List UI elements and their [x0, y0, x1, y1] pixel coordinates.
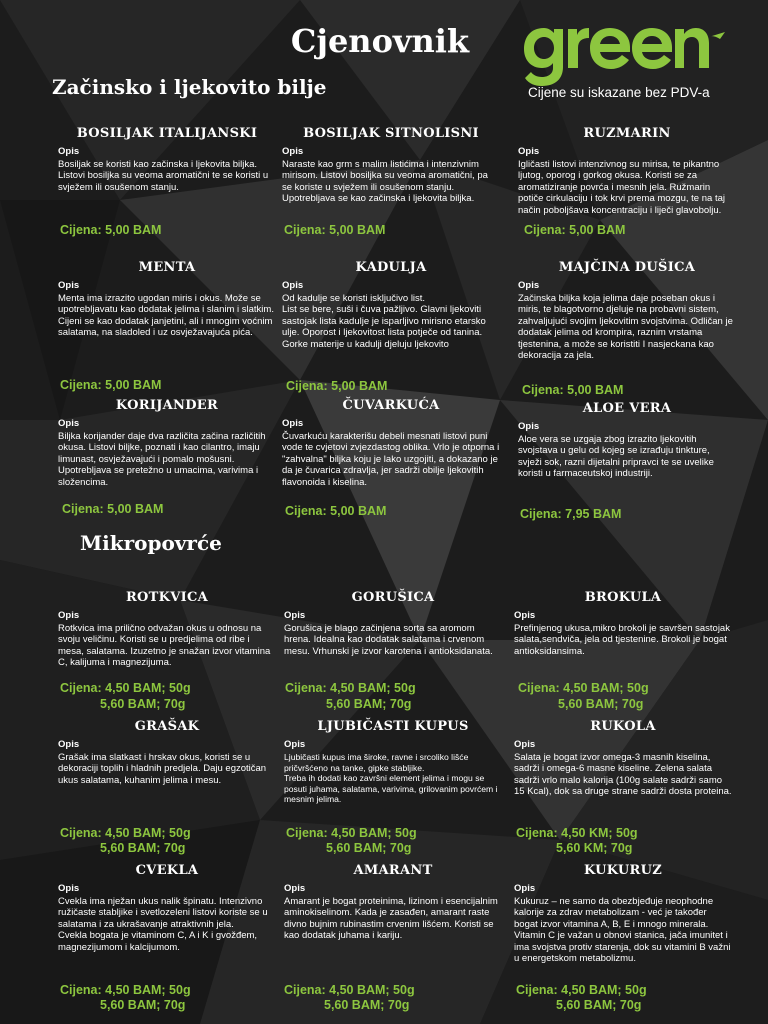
price-70g-rukola: 5,60 KM; 70g: [556, 841, 633, 855]
product-description: Kukuruz – ne samo da obezbjeđuje neophodne kalorije za zdrav metabolizam - već je također bogat izvor vitamina A, B, E i mnogo minerala. Vitamin C je važan u obnovi stanica, jača imunitet i ima svojstva protiv starenja, dok su vitamini B važni u energetskom metabolizmu.: [514, 896, 731, 965]
product-description: Čuvarkuću karakterišu debeli mesnati listovi puni vode te cvjetovi zvjezdastog oblika. Vrlo je otporna i "zahvalna" biljka koju je lako uzgojiti, a dokazano je da je čuvarica zdravlja, jer sadrži obilje ljekovitih flavonoida i kiselina.: [282, 431, 500, 488]
price-aloe-vera: Cijena: 7,95 BAM: [520, 507, 622, 521]
product-card-gorusica: [284, 589, 502, 657]
description-label: Opis: [58, 610, 80, 621]
product-card-rukola: [514, 718, 732, 798]
product-name: ALOE VERA: [582, 401, 672, 416]
price-cuvarkuca: Cijena: 5,00 BAM: [285, 504, 387, 518]
description-label: Opis: [514, 610, 536, 621]
description-label: Opis: [58, 280, 80, 291]
price-50g-rotkvica: Cijena: 4,50 BAM; 50g: [60, 681, 191, 695]
product-description: Začinska biljka koja jelima daje poseban okus i miris, te blagotvorno djeluje na probavni sistem, zahvaljujući svojim ljekovitim svojstvima. Odličan je dodatak jelima od krompira, raznim vrstama tjestenina, a može se koristiti I nasjeckana kao dekoracija za jela.: [518, 293, 733, 362]
price-70g-rotkvica: 5,60 BAM; 70g: [100, 697, 186, 711]
product-card-ljubicasti-kupus: [284, 718, 502, 805]
description-label: Opis: [514, 883, 536, 894]
product-card-korijander: [58, 397, 276, 488]
product-name: MAJČINA DUŠICA: [558, 260, 696, 275]
product-card-majcina-dusica: [518, 259, 736, 361]
price-50g-brokula: Cijena: 4,50 BAM; 50g: [518, 681, 649, 695]
product-name: LJUBIČASTI KUPUS: [317, 719, 469, 734]
product-description: Menta ima izrazito ugodan miris i okus. Može se upotrebljavatu kao dodatak jelima i slanim i slatkim. Cijeni se kao dodatak janjetini, ali i mnogim voćnim salatama, na sladoled i uz osvježavajuća pića.: [58, 293, 274, 339]
product-description: Salata je bogat izvor omega-3 masnih kiselina, sadrži i omega-6 masne kiseline. Zelena salata sadrži vrlo malo kalorija (100g salate sadrži samo 15 Kcal), dok sa druge strane sadrži dosta proteina.: [514, 752, 732, 798]
product-card-ruzmarin: [518, 125, 736, 216]
product-description: Naraste kao grm s malim listićima i intenzivnim mirisom. Listovi bosiljka su veoma aromatični, pa se koriste u svježem ili osušenom stanju. Upotrebljava se kao začinska i ljekovita biljka.: [282, 159, 488, 205]
product-name: KADULJA: [355, 260, 427, 275]
product-name: RUKOLA: [590, 719, 656, 734]
product-name: ROTKVICA: [125, 590, 209, 605]
product-card-kadulja: [282, 259, 500, 350]
price-70g-grasak: 5,60 BAM; 70g: [100, 841, 186, 855]
description-label: Opis: [518, 280, 540, 291]
description-label: Opis: [282, 418, 304, 429]
product-description: Ljubičasti kupus ima široke, ravne i srcoliko lišće pričvršćeno na tanke, gipke stabljike. Treba ih dodati kao završni element jelima i mogu se posuti juhama, salatama, varivima, grilovanim povrćem i mesnim jelima.: [284, 752, 498, 805]
price-kadulja: Cijena: 5,00 BAM: [286, 379, 388, 393]
description-label: Opis: [284, 739, 306, 750]
product-name: RUZMARIN: [583, 126, 671, 141]
description-label: Opis: [282, 280, 304, 291]
product-card-kukuruz: [514, 862, 732, 964]
description-label: Opis: [518, 421, 540, 432]
price-50g-cvekla: Cijena: 4,50 BAM; 50g: [60, 983, 191, 997]
price-50g-amarant: Cijena: 4,50 BAM; 50g: [284, 983, 415, 997]
product-card-grasak: [58, 718, 276, 786]
product-name: KORIJANDER: [115, 398, 219, 413]
product-card-bosiljak-italijanski: [58, 125, 276, 193]
greens-logo: [522, 18, 727, 88]
price-70g-gorusica: 5,60 BAM; 70g: [326, 697, 412, 711]
price-50g-gorusica: Cijena: 4,50 BAM; 50g: [285, 681, 416, 695]
product-name: BROKULA: [584, 590, 662, 605]
price-menta: Cijena: 5,00 BAM: [60, 378, 162, 392]
price-50g-rukola: Cijena: 4,50 KM; 50g: [516, 826, 638, 840]
price-50g-kukuruz: Cijena: 4,50 BAM; 50g: [516, 983, 647, 997]
product-card-cuvarkuca: [282, 397, 500, 488]
product-description: Amarant je bogat proteinima, lizinom i esencijalnim aminokiselinom. Kada je zasađen, amarant raste divno bujnim rubinastim crvenim lišćem. Koristi se kao dodatak juhama i kariju.: [284, 896, 498, 942]
product-description: Gorušica je blago začinjena sorta sa aromom hrena. Idealna kao dodatak salatama i crvenom mesu. Vrhunski je izvor karotena i antioksidanata.: [284, 623, 493, 657]
description-label: Opis: [58, 883, 80, 894]
price-70g-cvekla: 5,60 BAM; 70g: [100, 998, 186, 1012]
product-card-brokula: [514, 589, 732, 657]
section-title-herbs: Začinsko i ljekovito bilje: [52, 75, 327, 99]
price-70g-kukuruz: 5,60 BAM; 70g: [556, 998, 642, 1012]
product-card-rotkvica: [58, 589, 276, 669]
product-description: Aloe vera se uzgaja zbog izrazito ljekovitih svojstava u gelu od kojeg se izrađuju tinkture, svježi sok, razni dijetalni pripravci te se uvelike koristi u farmaceutskoj industriji.: [518, 434, 714, 480]
price-ruzmarin: Cijena: 5,00 BAM: [524, 223, 626, 237]
product-name: BOSILJAK SITNOLISNI: [303, 126, 479, 141]
product-description: Grašak ima slatkast i hrskav okus, koristi se u dekoraciji toplih i hladnih predjela. Daju egzotičan ukus salatama, kuhanim jelima i mesu.: [58, 752, 267, 786]
description-label: Opis: [284, 883, 306, 894]
description-label: Opis: [58, 418, 80, 429]
section-title-micro: Mikropovrće: [80, 531, 222, 555]
tax-note: Cijene su iskazane bez PDV-a: [528, 85, 710, 100]
product-name: BOSILJAK ITALIJANSKI: [76, 126, 258, 141]
product-name: GRAŠAK: [134, 719, 200, 734]
price-70g-brokula: 5,60 BAM; 70g: [558, 697, 644, 711]
product-description: Prefinjenog ukusa,mikro brokoli je savršen sastojak salata,sendviča, jela od tjestenine. Brokoli je bogat antioksidansima.: [514, 623, 730, 657]
product-name: MENTA: [138, 260, 196, 275]
product-card-amarant: [284, 862, 502, 942]
description-label: Opis: [282, 146, 304, 157]
product-card-cvekla: [58, 862, 276, 953]
product-description: Cvekla ima nježan ukus nalik špinatu. Intenzivno ružičaste stabljike i svetlozeleni listovi koriste se u salatama i za ukrašavanje atraktivnih jela. Cvekla bogata je vitaminom C, A i K i gvožđem, magnezijumom i kalcijumom.: [58, 896, 268, 953]
page-title: Cjenovnik: [290, 22, 470, 60]
description-label: Opis: [518, 146, 540, 157]
price-majcina-dusica: Cijena: 5,00 BAM: [522, 383, 624, 397]
description-label: Opis: [284, 610, 306, 621]
product-name: ČUVARKUĆA: [342, 398, 440, 413]
price-70g-amarant: 5,60 BAM; 70g: [324, 998, 410, 1012]
product-name: CVEKLA: [135, 863, 199, 878]
price-korijander: Cijena: 5,00 BAM: [62, 502, 164, 516]
price-50g-grasak: Cijena: 4,50 BAM; 50g: [60, 826, 191, 840]
product-name: GORUŠICA: [351, 590, 435, 605]
product-description: Rotkvica ima prilično odvažan okus u odnosu na svoju veličinu. Koristi se u predjelima od ribe i mesa, salatama. Izuzetno je snažan izvor vitamina C, kalijuma i magnezijuma.: [58, 623, 271, 669]
product-description: Od kadulje se koristi isključivo list. List se bere, suši i čuva pažljivo. Glavni ljekoviti sastojak lista kadulje je isparljivo mirisno etarsko ulje. Oporost i ljekovitost lista potječe od tanina. Gorke materije u kadulji djeluju ljekovito: [282, 293, 486, 350]
price-bosiljak-sitnolisni: Cijena: 5,00 BAM: [284, 223, 386, 237]
product-card-bosiljak-sitnolisni: [282, 125, 500, 205]
description-label: Opis: [58, 146, 80, 157]
product-description: Biljka korijander daje dva različita začina različitih okusa. Listovi biljke, poznati i kao cilantro, imaju limunast, osvježavajući i pomalo mošusni. Upotrebljava se pretežno u umacima, varivima i složencima.: [58, 431, 266, 488]
product-card-menta: [58, 259, 276, 339]
product-description: Igličasti listovi intenzivnog su mirisa, te pikantno ljutog, oporog i gorkog okusa. Koristi se za aromatiziranje povrća i mesnih jela. Ružmarin potiče cirkulaciju i tok krvi prema mozgu, te na taj način poboljšava koncentraciju i liječi glavobolju.: [518, 159, 725, 216]
price-bosiljak-italijanski: Cijena: 5,00 BAM: [60, 223, 162, 237]
price-50g-ljubicasti-kupus: Cijena: 4,50 BAM; 50g: [286, 826, 417, 840]
product-description: Bosiljak se koristi kao začinska i ljekovita biljka. Listovi bosiljka su veoma aromatični te se koristi u svježem ili osušenom stanju.: [58, 159, 269, 193]
price-70g-ljubicasti-kupus: 5,60 BAM; 70g: [326, 841, 412, 855]
product-name: AMARANT: [353, 863, 433, 878]
product-card-aloe-vera: [518, 400, 736, 480]
description-label: Opis: [514, 739, 536, 750]
product-name: KUKURUZ: [583, 863, 663, 878]
description-label: Opis: [58, 739, 80, 750]
